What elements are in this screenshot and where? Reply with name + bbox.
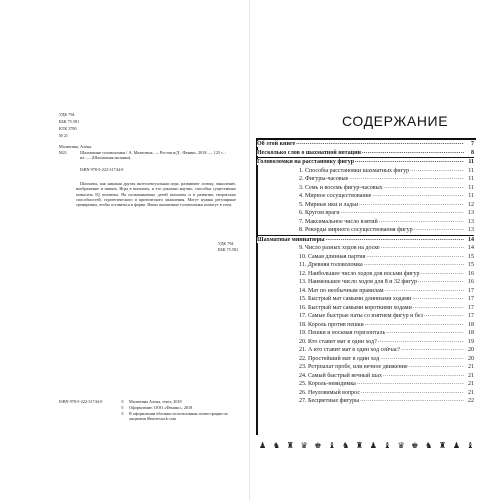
toc-entry-title: 9. Число разных ходов на доске <box>299 245 380 252</box>
toc-entry-title: Несколько слов о шахматной нотации <box>257 149 361 156</box>
toc-entry-title: 5. Мирные ики и ладьи <box>299 201 359 208</box>
toc-entry-row <box>299 270 474 279</box>
toc-entry-title: 2. Фигуры-часовые <box>299 176 349 183</box>
toc-entry-title: 11. Древняя головоломка <box>299 262 363 269</box>
toc-page-number: 17 <box>464 313 474 319</box>
toc-page-number: 11 <box>464 168 474 174</box>
toc-entry-row <box>299 321 474 330</box>
toc-entry-title: 14. Мат по необычным правилам <box>299 287 384 294</box>
bbk-line: ББК 75.581 <box>218 247 239 252</box>
copyright-symbol: © <box>121 410 125 416</box>
toc-page-number: 19 <box>464 339 474 345</box>
author-sign-line: М 21 <box>59 133 68 138</box>
toc-page-number: 11 <box>464 185 474 191</box>
toc-entry-row <box>299 175 474 184</box>
toc-page-number: 21 <box>464 373 474 379</box>
toc-page-number: 22 <box>464 398 474 404</box>
chess-piece-icon: ♞ <box>272 441 281 450</box>
toc-leader-dots <box>341 209 464 217</box>
call-number: М21 <box>59 150 67 155</box>
toc-leader-dots <box>361 389 464 397</box>
toc-entry-title: 19. Пешки и восьмая горизонталь <box>299 330 386 337</box>
toc-leader-dots <box>412 295 464 303</box>
toc-page-number: 16 <box>464 271 474 277</box>
chess-piece-icon: ♜ <box>438 441 447 450</box>
toc-entry-title: 27. Бесцветные фигуры <box>299 398 360 405</box>
toc-leader-dots <box>366 253 464 261</box>
annotation <box>76 181 236 207</box>
toc-page-number: 14 <box>464 245 474 251</box>
table-of-contents <box>257 139 474 406</box>
toc-entry-row <box>299 253 474 262</box>
chess-piece-icon: ♝ <box>328 441 336 450</box>
copyright-symbol: © <box>121 404 125 410</box>
toc-page-number: 12 <box>464 202 474 208</box>
toc-page-number: 8 <box>464 150 474 156</box>
toc-entry-title: 16. Быстрый мат самыми короткими ходами <box>299 304 412 311</box>
toc-leader-dots <box>359 201 464 209</box>
toc-entry-row <box>299 329 474 338</box>
toc-page-number: 17 <box>464 296 474 302</box>
toc-entry-title: 23. Ретрпалат пробе, или вечное движение <box>299 364 408 371</box>
toc-page-number: 11 <box>464 176 474 182</box>
copyright-text: Малютина Алена, текст, 2018 <box>129 399 182 404</box>
toc-chapter-row <box>257 149 474 158</box>
bib-line: Шахматные головоломки / А. Малютина. — Ростов н/Д : Феникс, 2018. — 125 с. : <box>80 150 227 155</box>
toc-leader-dots <box>360 397 464 405</box>
copyright-block <box>121 399 243 422</box>
toc-leader-dots <box>364 261 464 269</box>
toc-leader-dots <box>380 355 464 363</box>
bib-line: ил. — (Шахматная мозаика). <box>80 155 132 161</box>
chess-piece-icon: ♛ <box>397 441 405 450</box>
ktk-line: КТК 3780 <box>59 126 77 131</box>
chess-piece-icon: ♞ <box>342 441 350 450</box>
toc-entry-row <box>299 261 474 270</box>
toc-leader-dots <box>357 380 464 388</box>
toc-entry-title: Об этой книге <box>257 141 296 148</box>
toc-page-number: 21 <box>464 390 474 396</box>
toc-leader-dots <box>349 175 464 183</box>
toc-entry-row <box>299 338 474 347</box>
toc-page-number: 16 <box>464 279 474 285</box>
annotation-text: Шахматы, как никакая другая интеллектуальная игра, развивают логику, мышление, воображение и память. Игра в шахматы, и это доказано научно, способна существенно повысить IQ человека. На испытываемых детей шахматы и в развитии творческих способностей, стратегического и критического мышления. Могут нужны регулярные тренировки, чтобы оставаться в форме. Наши шахматные головоломки помогут в этом. <box>76 181 236 208</box>
toc-leader-dots <box>420 270 464 278</box>
toc-entry-row <box>299 312 474 321</box>
toc-entry-row <box>299 226 474 235</box>
chess-piece-icon: ♝ <box>383 441 391 450</box>
toc-page-number: 17 <box>464 305 474 311</box>
toc-page-number: 11 <box>464 159 474 165</box>
toc-leader-dots <box>385 287 464 295</box>
bbk-line: ББК 75.581 <box>59 119 80 124</box>
copyright-text: Оформление: ООО «Феникс», 2018 <box>129 404 193 410</box>
toc-leader-dots <box>413 304 464 312</box>
chess-piece-icon: ♜ <box>355 441 364 450</box>
isbn-line: ISBN 978-5-222-31744-0 <box>80 167 124 172</box>
toc-leader-dots <box>362 149 464 157</box>
toc-entry-title: 25. Король-невидимка <box>299 381 356 388</box>
chess-piece-icon: ♟ <box>259 441 267 450</box>
toc-entry-title: 7. Максимальное число взятий <box>299 218 378 225</box>
toc-page-number: 7 <box>464 141 474 147</box>
chess-piece-icon: ♜ <box>286 441 294 450</box>
toc-entry-title: 26. Неуловимый вопрос <box>299 389 360 396</box>
chess-piece-icon: ♚ <box>411 441 419 450</box>
author-heading: Малютина, Алена. <box>59 144 93 149</box>
toc-entry-title: Головоломки на расстановку фигур <box>257 159 355 166</box>
toc-page-number: 13 <box>464 219 474 225</box>
toc-leader-dots <box>296 140 464 148</box>
toc-entry-title: 10. Самая длинная партия <box>299 253 366 260</box>
toc-leader-dots <box>414 226 464 234</box>
toc-entry-title: 1. Способы расстановки шахматных фигур <box>299 167 410 174</box>
toc-leader-dots <box>381 244 464 252</box>
toc-entry-title: 13. Наименьшее число ходов для 8 и 32 фигур <box>299 279 418 286</box>
udk-line: УДК 794 <box>218 241 234 246</box>
toc-entry-row <box>299 192 474 201</box>
toc-leader-dots <box>365 321 464 329</box>
toc-chapter-row <box>257 157 474 167</box>
chess-piece-icon: ♚ <box>314 441 322 450</box>
toc-entry-row <box>299 295 474 304</box>
chess-pieces-footer <box>259 441 474 450</box>
toc-page-number: 15 <box>464 262 474 268</box>
toc-entry-row <box>299 304 474 313</box>
copyright-text: В оформлении обложки использованы иллюстрации по лицензии Shutterstock.com <box>129 410 228 421</box>
toc-entry-row <box>299 397 474 406</box>
toc-entry-row <box>299 355 474 364</box>
toc-page-number: 20 <box>464 356 474 362</box>
toc-entry-row <box>299 389 474 398</box>
toc-entry-row <box>299 184 474 193</box>
toc-leader-dots <box>326 236 464 244</box>
toc-entry-row <box>299 167 474 176</box>
toc-entry-row <box>299 380 474 389</box>
toc-entry-row <box>299 201 474 210</box>
copyright-item <box>121 405 243 410</box>
toc-page-number: 13 <box>464 227 474 233</box>
toc-leader-dots <box>386 329 464 337</box>
toc-page-number: 14 <box>464 237 474 243</box>
toc-entry-row <box>299 363 474 372</box>
udk-block <box>59 112 79 140</box>
toc-leader-dots <box>409 363 464 371</box>
chess-piece-icon: ♛ <box>300 441 308 450</box>
chess-piece-icon: ♟ <box>452 441 460 450</box>
toc-page-number: 21 <box>464 364 474 370</box>
toc-entry-title: 15. Быстрый мат самыми длинными ходами <box>299 296 412 303</box>
copyright-item <box>121 411 243 422</box>
toc-page-number: 18 <box>464 322 474 328</box>
toc-entry-title: 20. Кто ставит мат в один ход? <box>299 338 377 345</box>
toc-leader-dots <box>410 167 464 175</box>
bibliographic-record <box>80 150 226 161</box>
contents-title: СОДЕРЖАНИЕ <box>342 113 449 129</box>
copyright-item <box>121 399 243 404</box>
toc-leader-dots <box>384 184 464 192</box>
toc-entry-row <box>299 372 474 381</box>
toc-entry-row <box>299 346 474 355</box>
toc-entry-title: 21. А кто ставит мат в один ход сейчас? <box>299 347 401 354</box>
toc-page-number: 15 <box>464 254 474 260</box>
toc-page-number: 18 <box>464 330 474 336</box>
toc-chapter-row <box>257 139 474 149</box>
toc-page-number: 13 <box>464 210 474 216</box>
toc-entry-title: Шахматные миниатюры <box>257 236 325 243</box>
toc-leader-dots <box>424 312 464 320</box>
toc-entry-row <box>299 287 474 296</box>
toc-leader-dots <box>418 278 464 286</box>
toc-leader-dots <box>355 158 464 166</box>
toc-entry-title: 8. Рекорды мирного сосуществования фигур <box>299 227 413 234</box>
toc-leader-dots <box>372 192 464 200</box>
toc-entry-row <box>299 278 474 287</box>
toc-entry-row <box>299 244 474 253</box>
chess-piece-icon: ♝ <box>466 441 474 450</box>
toc-page-number: 21 <box>464 381 474 387</box>
toc-entry-row <box>299 218 474 227</box>
toc-entry-title: 12. Наибольшее число ходов для восьми фигур <box>299 270 420 277</box>
udk-block-repeat <box>218 241 238 253</box>
copyright-symbol: © <box>121 399 125 404</box>
toc-entry-title: 17. Самые быстрые паты со взятием фигур и без <box>299 313 423 320</box>
toc-leader-dots <box>383 372 464 380</box>
chess-piece-icon: ♟ <box>369 441 377 450</box>
toc-entry-title: 22. Простейший мат в один ход <box>299 355 380 362</box>
toc-entry-title: 18. Король против пешки <box>299 321 364 328</box>
udk-line: УДК 794 <box>59 112 75 117</box>
toc-entry-title: 3. Семь и восемь фигур-часовых <box>299 184 383 191</box>
toc-entry-title: 24. Самый быстрый вечный шах <box>299 372 382 379</box>
toc-entry-title: 4. Мирное сосуществование <box>299 193 372 200</box>
toc-chapter-row <box>257 235 474 245</box>
toc-entry-row <box>299 209 474 218</box>
toc-leader-dots <box>379 218 464 226</box>
toc-page-number: 20 <box>464 347 474 353</box>
toc-page-number: 17 <box>464 288 474 294</box>
toc-page-number: 11 <box>464 193 474 199</box>
isbn-line-bottom: ISBN 978-5-222-31744-0 <box>59 399 103 404</box>
chess-piece-icon: ♞ <box>425 441 433 450</box>
toc-entry-title: 6. Кругом враги <box>299 210 340 217</box>
toc-leader-dots <box>401 346 464 354</box>
toc-leader-dots <box>378 338 464 346</box>
